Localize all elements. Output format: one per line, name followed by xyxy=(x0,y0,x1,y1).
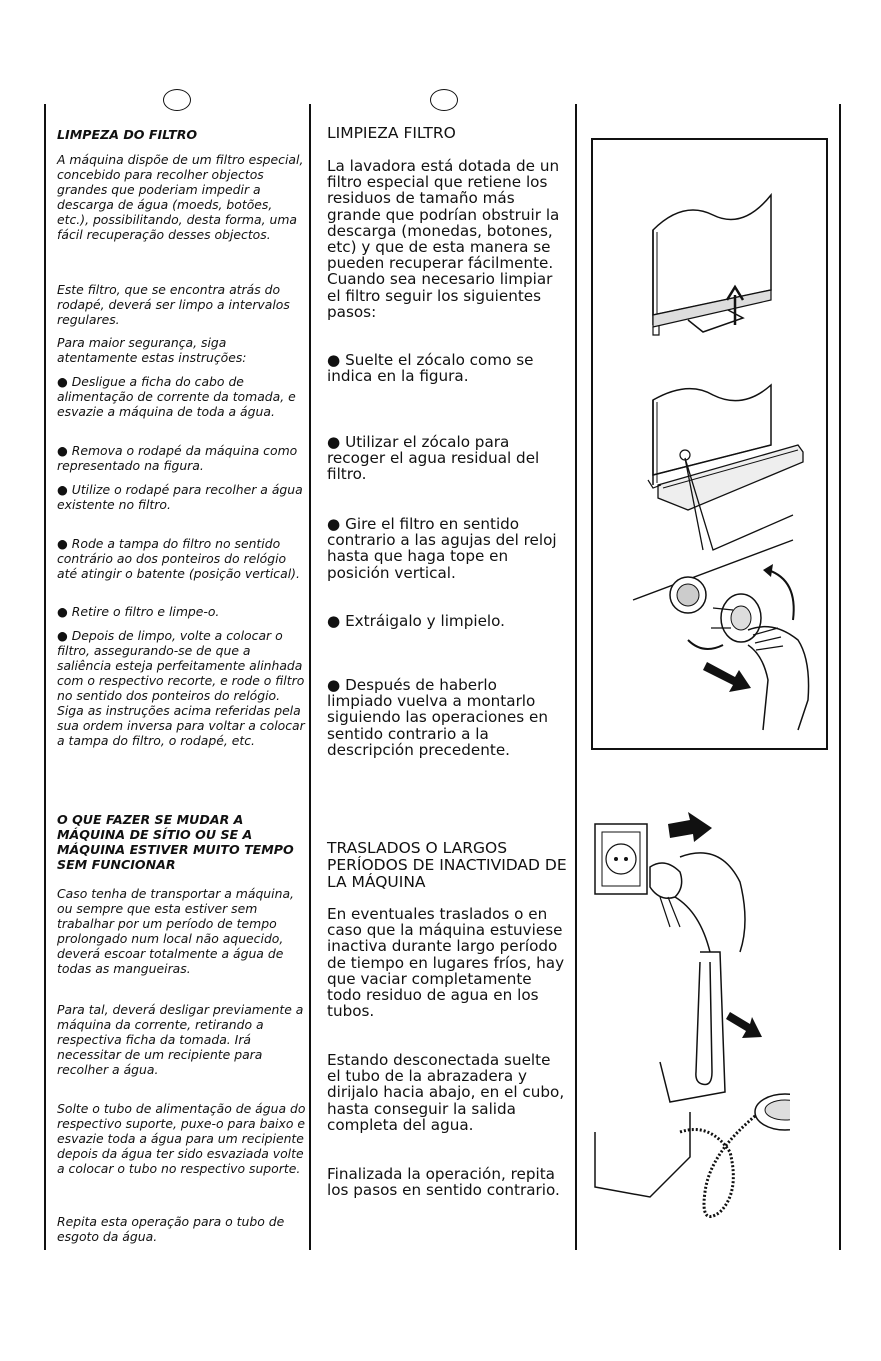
paragraph: Estando desconectada suelte el tubo de la abrazadera y dirijalo hacia abajo, en el cubo, hasta conseguir la salida completa del agua. xyxy=(327,1051,565,1134)
paragraph: A máquina dispõe de um filtro especial, concebido para recolher objectos grandes que poderiam impedir a descarga de água (moeds, botões, etc.), possibilitando, desta forma, uma fácil recuperação desses objectos. xyxy=(57,152,304,242)
column-rule-left xyxy=(44,104,46,1250)
step-item: ● Desligue a ficha do cabo de alimentação de corrente da tomada, e esvazie a máquina de toda a água. xyxy=(57,374,296,419)
washing-machine-plinth-icon xyxy=(593,140,826,748)
paragraph: Solte o tubo de alimentação de água do respectivo suporte, puxe-o para baixo e esvazie toda a água para um recipiente depois da água ter sido esvaziada volte a colocar o tubo no respectivo suporte. xyxy=(57,1101,306,1176)
column-rule-far-right xyxy=(839,104,841,1250)
column-rule-right xyxy=(575,104,577,1250)
step-item: ● Utilize o rodapé para recolher a água existente no filtro. xyxy=(57,482,303,512)
step-item: ● Suelte el zócalo como se indica en la figura. xyxy=(327,351,534,386)
step-item: ● Depois de limpo, volte a colocar o filtro, assegurando-se de que a saliência esteja perfeitamente alinhada com o respectivo recorte, e rode o filtro no sentido dos ponteiros do relógio. Siga as instruções acima referidas pela sua ordem inversa para voltar a colocar a tampa do filtro, o rodapé, etc. xyxy=(57,628,305,748)
section-title-filter-es: LIMPIEZA FILTRO xyxy=(327,124,456,142)
step-item: ● Extráigalo y limpielo. xyxy=(327,612,506,630)
step-item: ● Remova o rodapé da máquina como representado na figura. xyxy=(57,443,298,473)
paragraph: La lavadora está dotada de un filtro especial que retiene los residuos de tamaño más grande que podrían obstruir la descarga (monedas, botones, etc) y que de esta manera se pueden recuperar fácilmente. Cuando sea necesario limpiar el filtro seguir los siguientes pasos: xyxy=(327,157,560,321)
section-title-move-es: TRASLADOS O LARGOS PERÍODOS DE INACTIVIDAD DE LA MÁQUINA xyxy=(327,839,567,891)
language-circle-pt xyxy=(163,89,191,111)
step-item: ● Después de haberlo limpiado vuelva a montarlo siguiendo las operaciones en sentido contrario a la descripción precedente. xyxy=(327,676,548,759)
paragraph: Este filtro, que se encontra atrás do rodapé, deverá ser limpo a intervalos regulares. xyxy=(57,282,290,327)
step-item: ● Retire o filtro e limpe-o. xyxy=(57,604,220,619)
paragraph: En eventuales traslados o en caso que la máquina estuviese inactiva durante largo período de tiempo en lugares fríos, hay que vaciar completamente todo residuo de agua en los tubos. xyxy=(327,905,565,1021)
paragraph: Caso tenha de transportar a máquina, ou sempre que esta estiver sem trabalhar por um período de tempo prolongado num local não aquecido, deverá escoar totalmente a água de todas as mangueiras. xyxy=(57,886,294,976)
column-rule-mid xyxy=(309,104,311,1250)
filter-steps-illustration xyxy=(591,138,828,750)
step-item: ● Gire el filtro en sentido contrario a las agujas del reloj hasta que haga tope en posición vertical. xyxy=(327,515,557,582)
paragraph: Finalizada la operación, repita los pasos en sentido contrario. xyxy=(327,1165,560,1200)
language-circle-es xyxy=(430,89,458,111)
section-title-filter-pt: LIMPEZA DO FILTRO xyxy=(57,127,198,142)
section-title-move-pt: O QUE FAZER SE MUDAR A MÁQUINA DE SÍTIO OU SE A MÁQUINA ESTIVER MUITO TEMPO SEM FUNCIONAR xyxy=(57,812,294,872)
paragraph: Para tal, deverá desligar previamente a máquina da corrente, retirando a respectiva ficha da tomada. Irá necessitar de um recipiente para recolher a água. xyxy=(57,1002,304,1077)
step-item: ● Utilizar el zócalo para recoger el agua residual del filtro. xyxy=(327,433,540,484)
paragraph: Para maior segurança, siga atentamente estas instruções: xyxy=(57,335,247,365)
paragraph: Repita esta operação para o tubo de esgoto da água. xyxy=(57,1214,285,1244)
step-item: ● Rode a tampa do filtro no sentido contrário ao dos ponteiros do relógio até atingir o batente (posição vertical). xyxy=(57,536,300,581)
drain-hose-illustration xyxy=(590,812,790,1232)
